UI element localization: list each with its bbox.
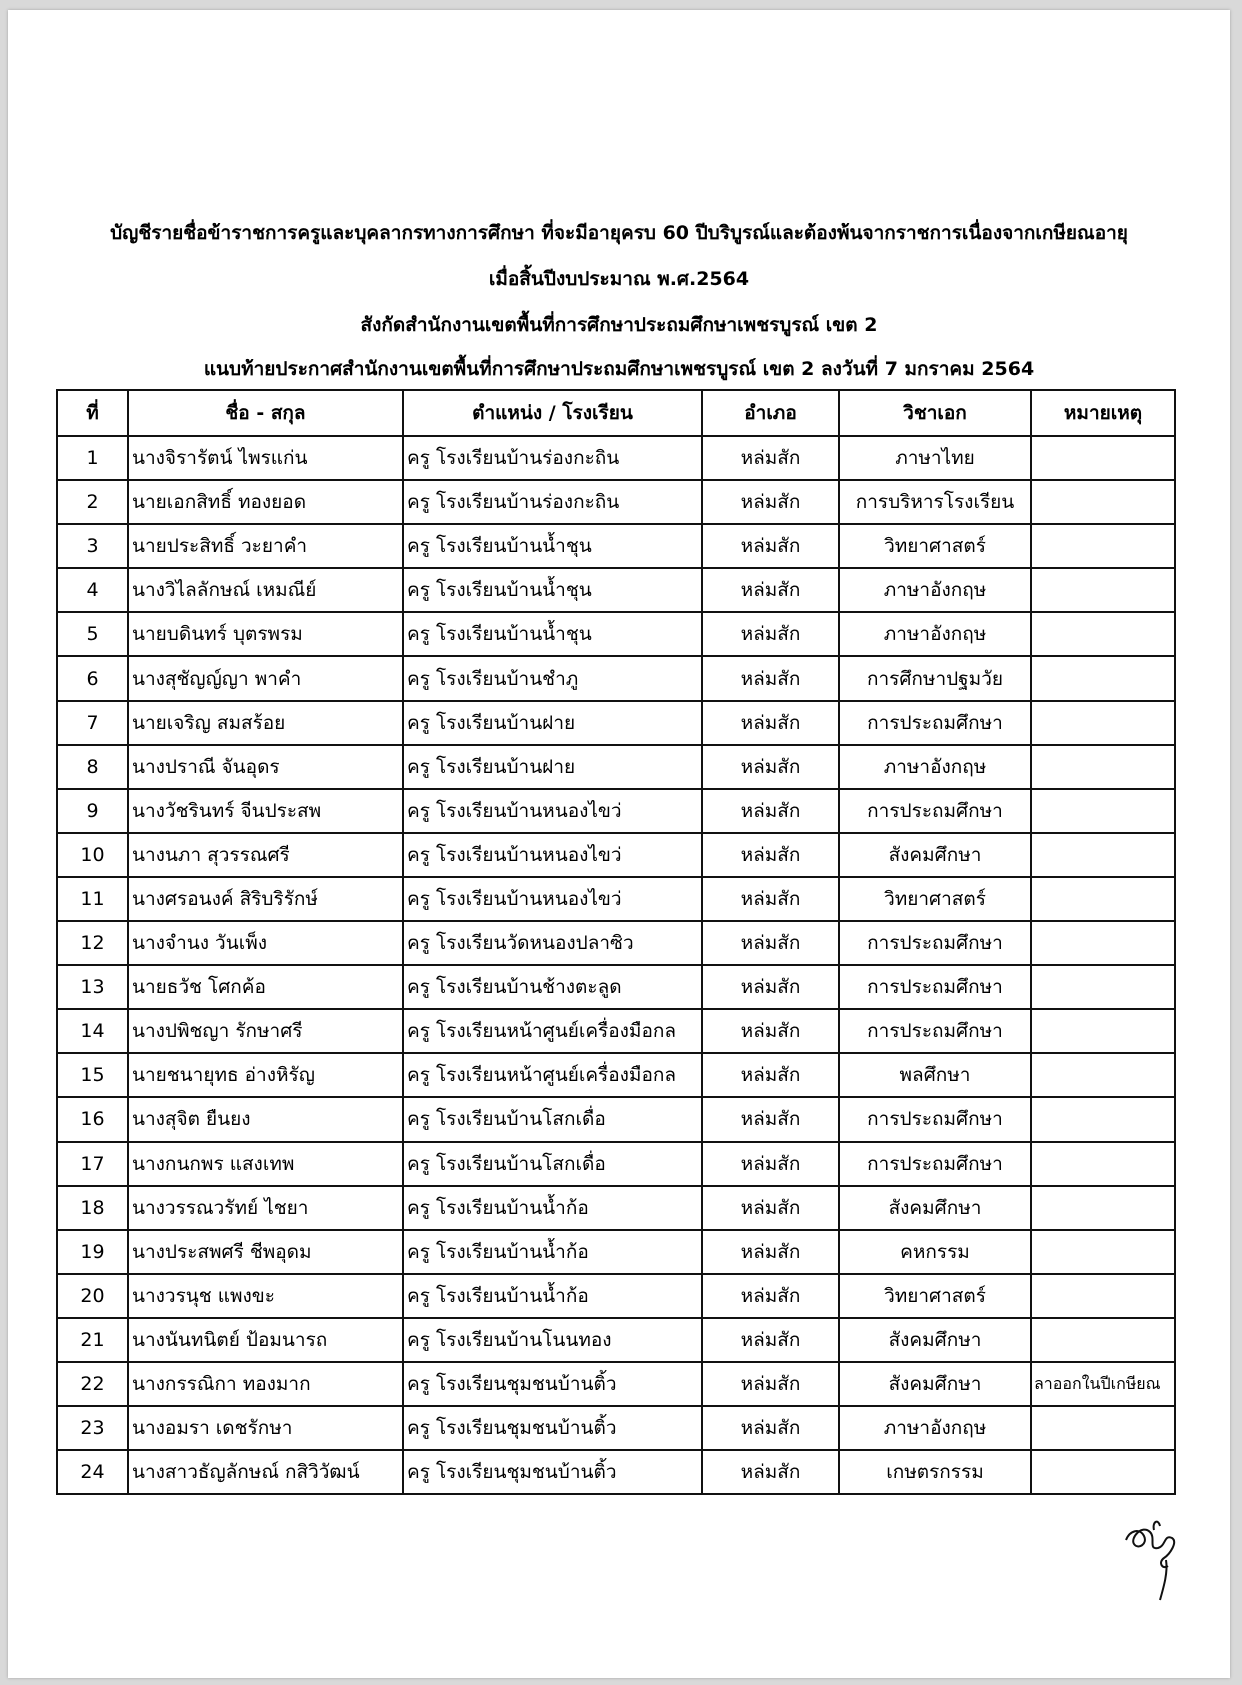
cell-no: 15 <box>57 1053 128 1097</box>
cell-note <box>1031 1450 1175 1494</box>
cell-district: หล่มสัก <box>702 1097 839 1141</box>
cell-name: นายธวัช โศกค้อ <box>128 965 403 1009</box>
cell-district: หล่มสัก <box>702 480 839 524</box>
cell-note <box>1031 1186 1175 1230</box>
table-row <box>57 745 1175 789</box>
cell-name: นางนันทนิตย์ ป้อมนารถ <box>128 1318 403 1362</box>
cell-district: หล่มสัก <box>702 833 839 877</box>
document-title: บัญชีรายชื่อข้าราชการครูและบุคลากรทางการศึกษา ที่จะมีอายุครบ 60 ปีบริบูรณ์และต้องพ้นจากราชการเนื่องจากเกษียณอายุ <box>110 222 1128 244</box>
table-body <box>57 436 1175 1494</box>
table-row <box>57 701 1175 745</box>
cell-position: ครู โรงเรียนบ้านหนองไขว่ <box>403 877 702 921</box>
cell-note <box>1031 921 1175 965</box>
cell-position: ครู โรงเรียนบ้านน้ำก้อ <box>403 1230 702 1274</box>
cell-no: 2 <box>57 480 128 524</box>
cell-major: วิทยาศาสตร์ <box>839 877 1031 921</box>
cell-name: นางปพิชญา รักษาศรี <box>128 1009 403 1053</box>
document-subtitle-office: สังกัดสำนักงานเขตพื้นที่การศึกษาประถมศึกษาเพชรบูรณ์ เขต 2 <box>360 314 878 336</box>
cell-district: หล่มสัก <box>702 568 839 612</box>
cell-name: นางกรรณิกา ทองมาก <box>128 1362 403 1406</box>
cell-name: นางประสพศรี ชีพอุดม <box>128 1230 403 1274</box>
cell-no: 22 <box>57 1362 128 1406</box>
table-row <box>57 1009 1175 1053</box>
cell-no: 16 <box>57 1097 128 1141</box>
cell-position: ครู โรงเรียนหน้าศูนย์เครื่องมือกล <box>403 1053 702 1097</box>
cell-district: หล่มสัก <box>702 1230 839 1274</box>
table-row <box>57 1406 1175 1450</box>
table-row <box>57 965 1175 1009</box>
table-row <box>57 1230 1175 1274</box>
cell-district: หล่มสัก <box>702 524 839 568</box>
cell-position: ครู โรงเรียนบ้านหนองไขว่ <box>403 833 702 877</box>
cell-name: นายเอกสิทธิ์ ทองยอด <box>128 480 403 524</box>
document-subtitle-fiscal-year: เมื่อสิ้นปีงบประมาณ พ.ศ.2564 <box>488 268 750 290</box>
cell-note <box>1031 1009 1175 1053</box>
cell-district: หล่มสัก <box>702 1142 839 1186</box>
cell-position: ครู โรงเรียนบ้านร่องกะถิน <box>403 436 702 480</box>
cell-note <box>1031 568 1175 612</box>
cell-no: 11 <box>57 877 128 921</box>
cell-no: 9 <box>57 789 128 833</box>
cell-position: ครู โรงเรียนบ้านน้ำก้อ <box>403 1186 702 1230</box>
table-row <box>57 921 1175 965</box>
retiree-table <box>56 389 1176 1495</box>
cell-district: หล่มสัก <box>702 745 839 789</box>
header-name: ชื่อ - สกุล <box>128 390 403 436</box>
cell-major: พลศึกษา <box>839 1053 1031 1097</box>
header-district: อำเภอ <box>702 390 839 436</box>
cell-position: ครู โรงเรียนบ้านน้ำก้อ <box>403 1274 702 1318</box>
cell-note <box>1031 877 1175 921</box>
cell-position: ครู โรงเรียนชุมชนบ้านติ้ว <box>403 1406 702 1450</box>
cell-position: ครู โรงเรียนบ้านช้างตะลูด <box>403 965 702 1009</box>
document-page <box>8 10 1230 1678</box>
cell-major: คหกรรม <box>839 1230 1031 1274</box>
cell-no: 24 <box>57 1450 128 1494</box>
table-row <box>57 1274 1175 1318</box>
cell-position: ครู โรงเรียนวัดหนองปลาซิว <box>403 921 702 965</box>
cell-district: หล่มสัก <box>702 1318 839 1362</box>
header-no: ที่ <box>57 390 128 436</box>
cell-district: หล่มสัก <box>702 965 839 1009</box>
cell-major: วิทยาศาสตร์ <box>839 524 1031 568</box>
cell-name: นางอมรา เดชรักษา <box>128 1406 403 1450</box>
cell-name: นางสุจิต ยืนยง <box>128 1097 403 1141</box>
cell-major: การบริหารโรงเรียน <box>839 480 1031 524</box>
cell-no: 4 <box>57 568 128 612</box>
cell-note <box>1031 656 1175 700</box>
cell-district: หล่มสัก <box>702 1274 839 1318</box>
cell-note <box>1031 1053 1175 1097</box>
cell-name: นางจำนง วันเพ็ง <box>128 921 403 965</box>
cell-note <box>1031 745 1175 789</box>
cell-major: ภาษาอังกฤษ <box>839 612 1031 656</box>
cell-note: ลาออกในปีเกษียณ <box>1031 1362 1175 1406</box>
table-row <box>57 568 1175 612</box>
cell-position: ครู โรงเรียนบ้านฝาย <box>403 701 702 745</box>
cell-position: ครู โรงเรียนชุมชนบ้านติ้ว <box>403 1450 702 1494</box>
cell-note <box>1031 1142 1175 1186</box>
cell-note <box>1031 833 1175 877</box>
cell-no: 12 <box>57 921 128 965</box>
cell-major: การประถมศึกษา <box>839 1097 1031 1141</box>
cell-no: 23 <box>57 1406 128 1450</box>
cell-note <box>1031 789 1175 833</box>
cell-district: หล่มสัก <box>702 701 839 745</box>
cell-no: 19 <box>57 1230 128 1274</box>
cell-district: หล่มสัก <box>702 1053 839 1097</box>
cell-no: 14 <box>57 1009 128 1053</box>
cell-note <box>1031 965 1175 1009</box>
cell-note <box>1031 612 1175 656</box>
cell-major: การประถมศึกษา <box>839 965 1031 1009</box>
cell-district: หล่มสัก <box>702 1009 839 1053</box>
cell-note <box>1031 524 1175 568</box>
table-row <box>57 877 1175 921</box>
cell-major: วิทยาศาสตร์ <box>839 1274 1031 1318</box>
cell-no: 8 <box>57 745 128 789</box>
cell-district: หล่มสัก <box>702 1362 839 1406</box>
cell-position: ครู โรงเรียนหน้าศูนย์เครื่องมือกล <box>403 1009 702 1053</box>
cell-major: สังคมศึกษา <box>839 833 1031 877</box>
cell-no: 5 <box>57 612 128 656</box>
cell-district: หล่มสัก <box>702 1450 839 1494</box>
cell-position: ครู โรงเรียนบ้านน้ำชุน <box>403 612 702 656</box>
cell-note <box>1031 480 1175 524</box>
cell-no: 18 <box>57 1186 128 1230</box>
cell-no: 3 <box>57 524 128 568</box>
table-row <box>57 1053 1175 1097</box>
cell-note <box>1031 1406 1175 1450</box>
cell-position: ครู โรงเรียนบ้านชำภู <box>403 656 702 700</box>
cell-district: หล่มสัก <box>702 1406 839 1450</box>
cell-major: การประถมศึกษา <box>839 789 1031 833</box>
header-major: วิชาเอก <box>839 390 1031 436</box>
cell-district: หล่มสัก <box>702 877 839 921</box>
cell-name: นางจิรารัตน์ ไพรแก่น <box>128 436 403 480</box>
table-row <box>57 1142 1175 1186</box>
header-note: หมายเหตุ <box>1031 390 1175 436</box>
cell-district: หล่มสัก <box>702 612 839 656</box>
cell-district: หล่มสัก <box>702 1186 839 1230</box>
cell-no: 20 <box>57 1274 128 1318</box>
cell-position: ครู โรงเรียนบ้านน้ำชุน <box>403 524 702 568</box>
cell-no: 13 <box>57 965 128 1009</box>
table-row <box>57 656 1175 700</box>
cell-position: ครู โรงเรียนบ้านโสกเดื่อ <box>403 1142 702 1186</box>
cell-name: นางนภา สุวรรณศรี <box>128 833 403 877</box>
cell-name: นายเจริญ สมสร้อย <box>128 701 403 745</box>
cell-major: ภาษาอังกฤษ <box>839 568 1031 612</box>
cell-district: หล่มสัก <box>702 436 839 480</box>
cell-district: หล่มสัก <box>702 656 839 700</box>
table-row <box>57 1097 1175 1141</box>
cell-name: นางศรอนงค์ สิริบริรักษ์ <box>128 877 403 921</box>
cell-name: นางสาวธัญลักษณ์ กสิวิวัฒน์ <box>128 1450 403 1494</box>
table-row <box>57 480 1175 524</box>
cell-major: ภาษาไทย <box>839 436 1031 480</box>
cell-position: ครู โรงเรียนบ้านน้ำชุน <box>403 568 702 612</box>
signature-mark <box>1118 1510 1188 1605</box>
cell-no: 21 <box>57 1318 128 1362</box>
header-position: ตำแหน่ง / โรงเรียน <box>403 390 702 436</box>
cell-note <box>1031 1274 1175 1318</box>
cell-major: สังคมศึกษา <box>839 1186 1031 1230</box>
table-header-row <box>57 390 1175 436</box>
cell-no: 10 <box>57 833 128 877</box>
cell-major: การประถมศึกษา <box>839 1009 1031 1053</box>
cell-position: ครู โรงเรียนบ้านโสกเดื่อ <box>403 1097 702 1141</box>
cell-name: นางสุชัญญ์ญา พาคำ <box>128 656 403 700</box>
cell-major: การประถมศึกษา <box>839 921 1031 965</box>
document-subtitle-announcement: แนบท้ายประกาศสำนักงานเขตพื้นที่การศึกษาประถมศึกษาเพชรบูรณ์ เขต 2 ลงวันที่ 7 มกราคม 2564 <box>203 358 1035 380</box>
cell-name: นางวรรณวรัทย์ ไชยา <box>128 1186 403 1230</box>
cell-note <box>1031 1318 1175 1362</box>
cell-name: นายบดินทร์ บุตรพรม <box>128 612 403 656</box>
cell-name: นายประสิทธิ์ วะยาคำ <box>128 524 403 568</box>
cell-major: การประถมศึกษา <box>839 701 1031 745</box>
cell-no: 7 <box>57 701 128 745</box>
cell-position: ครู โรงเรียนบ้านฝาย <box>403 745 702 789</box>
cell-district: หล่มสัก <box>702 921 839 965</box>
cell-no: 17 <box>57 1142 128 1186</box>
cell-note <box>1031 1230 1175 1274</box>
cell-position: ครู โรงเรียนชุมชนบ้านติ้ว <box>403 1362 702 1406</box>
cell-name: นายชนายุทธ อ่างหิรัญ <box>128 1053 403 1097</box>
table-row <box>57 524 1175 568</box>
cell-major: การประถมศึกษา <box>839 1142 1031 1186</box>
cell-major: สังคมศึกษา <box>839 1362 1031 1406</box>
cell-note <box>1031 701 1175 745</box>
cell-name: นางปราณี จันอุดร <box>128 745 403 789</box>
cell-no: 1 <box>57 436 128 480</box>
table-row <box>57 833 1175 877</box>
cell-name: นางวัชรินทร์ จีนประสพ <box>128 789 403 833</box>
cell-major: เกษตรกรรม <box>839 1450 1031 1494</box>
cell-no: 6 <box>57 656 128 700</box>
cell-major: การศึกษาปฐมวัย <box>839 656 1031 700</box>
cell-major: ภาษาอังกฤษ <box>839 745 1031 789</box>
cell-note <box>1031 1097 1175 1141</box>
table-row <box>57 1450 1175 1494</box>
cell-position: ครู โรงเรียนบ้านโนนทอง <box>403 1318 702 1362</box>
cell-name: นางวรนุช แพงขะ <box>128 1274 403 1318</box>
table-row <box>57 789 1175 833</box>
cell-name: นางวิไลลักษณ์ เหมณีย์ <box>128 568 403 612</box>
table-row <box>57 1362 1175 1406</box>
cell-position: ครู โรงเรียนบ้านหนองไขว่ <box>403 789 702 833</box>
cell-name: นางกนกพร แสงเทพ <box>128 1142 403 1186</box>
cell-note <box>1031 436 1175 480</box>
cell-district: หล่มสัก <box>702 789 839 833</box>
cell-major: สังคมศึกษา <box>839 1318 1031 1362</box>
table-row <box>57 1318 1175 1362</box>
table-row <box>57 612 1175 656</box>
cell-position: ครู โรงเรียนบ้านร่องกะถิน <box>403 480 702 524</box>
table-row <box>57 436 1175 480</box>
table-row <box>57 1186 1175 1230</box>
cell-major: ภาษาอังกฤษ <box>839 1406 1031 1450</box>
